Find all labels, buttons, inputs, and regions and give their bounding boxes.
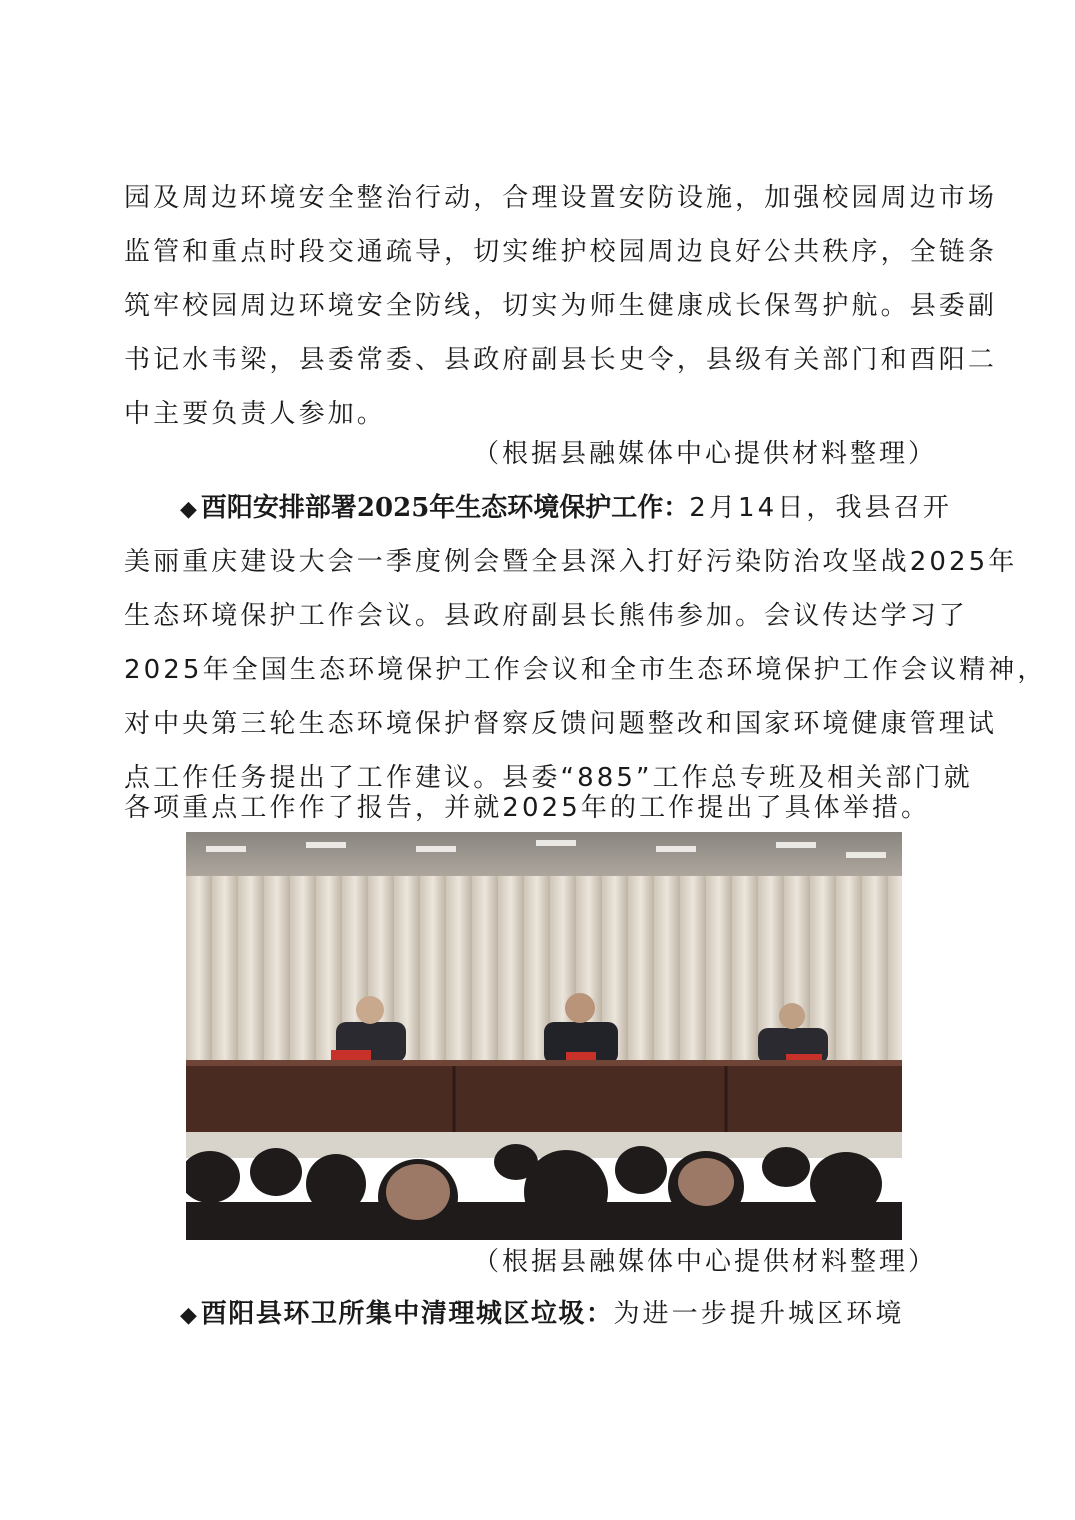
diamond-bullet-icon: ◆: [180, 1303, 197, 1328]
news-item-text: 2月14日，我县召开: [689, 493, 952, 523]
paragraph-line: 生态环境保护工作会议。县政府副县长熊伟参加。会议传达学习了: [124, 601, 968, 631]
meeting-photo: [186, 832, 902, 1240]
paragraph-line: 美丽重庆建设大会一季度例会暨全县深入打好污染防治攻坚战2025年: [124, 547, 1018, 577]
diamond-bullet-icon: ◆: [180, 497, 197, 522]
paragraph-line: 筑牢校园周边环境安全防线，切实为师生健康成长保驾护航。县委副: [124, 291, 998, 321]
paragraph-line: 中主要负责人参加。: [124, 399, 386, 429]
paragraph-line: 对中央第三轮生态环境保护督察反馈问题整改和国家环境健康管理试: [124, 709, 998, 739]
paragraph-line: 监管和重点时段交通疏导，切实维护校园周边良好公共秩序，全链条: [124, 237, 998, 267]
source-note: （根据县融媒体中心提供材料整理）: [472, 439, 937, 469]
paragraph-line: 各项重点工作作了报告，并就2025年的工作提出了具体举措。: [124, 793, 931, 823]
news-item-headline: 酉阳县环卫所集中清理城区垃圾：: [200, 1299, 614, 1329]
paragraph-line: 点工作任务提出了工作建议。县委“885”工作总专班及相关部门就: [124, 763, 973, 793]
news-item-headline-line: [180, 1294, 955, 1334]
source-note: （根据县融媒体中心提供材料整理）: [472, 1247, 937, 1277]
news-item-headline: 酉阳安排部署2025年生态环境保护工作：: [200, 493, 690, 523]
news-item-headline-line: [180, 488, 955, 528]
paragraph-line: 书记水韦梁，县委常委、县政府副县长史令，县级有关部门和酉阳二: [124, 345, 998, 375]
paragraph-line: 2025年全国生态环境保护工作会议和全市生态环境保护工作会议精神，: [124, 655, 1047, 685]
paragraph-line: 园及周边环境安全整治行动，合理设置安防设施，加强校园周边市场: [124, 183, 998, 213]
news-item-text: 为进一步提升城区环境: [613, 1299, 905, 1329]
